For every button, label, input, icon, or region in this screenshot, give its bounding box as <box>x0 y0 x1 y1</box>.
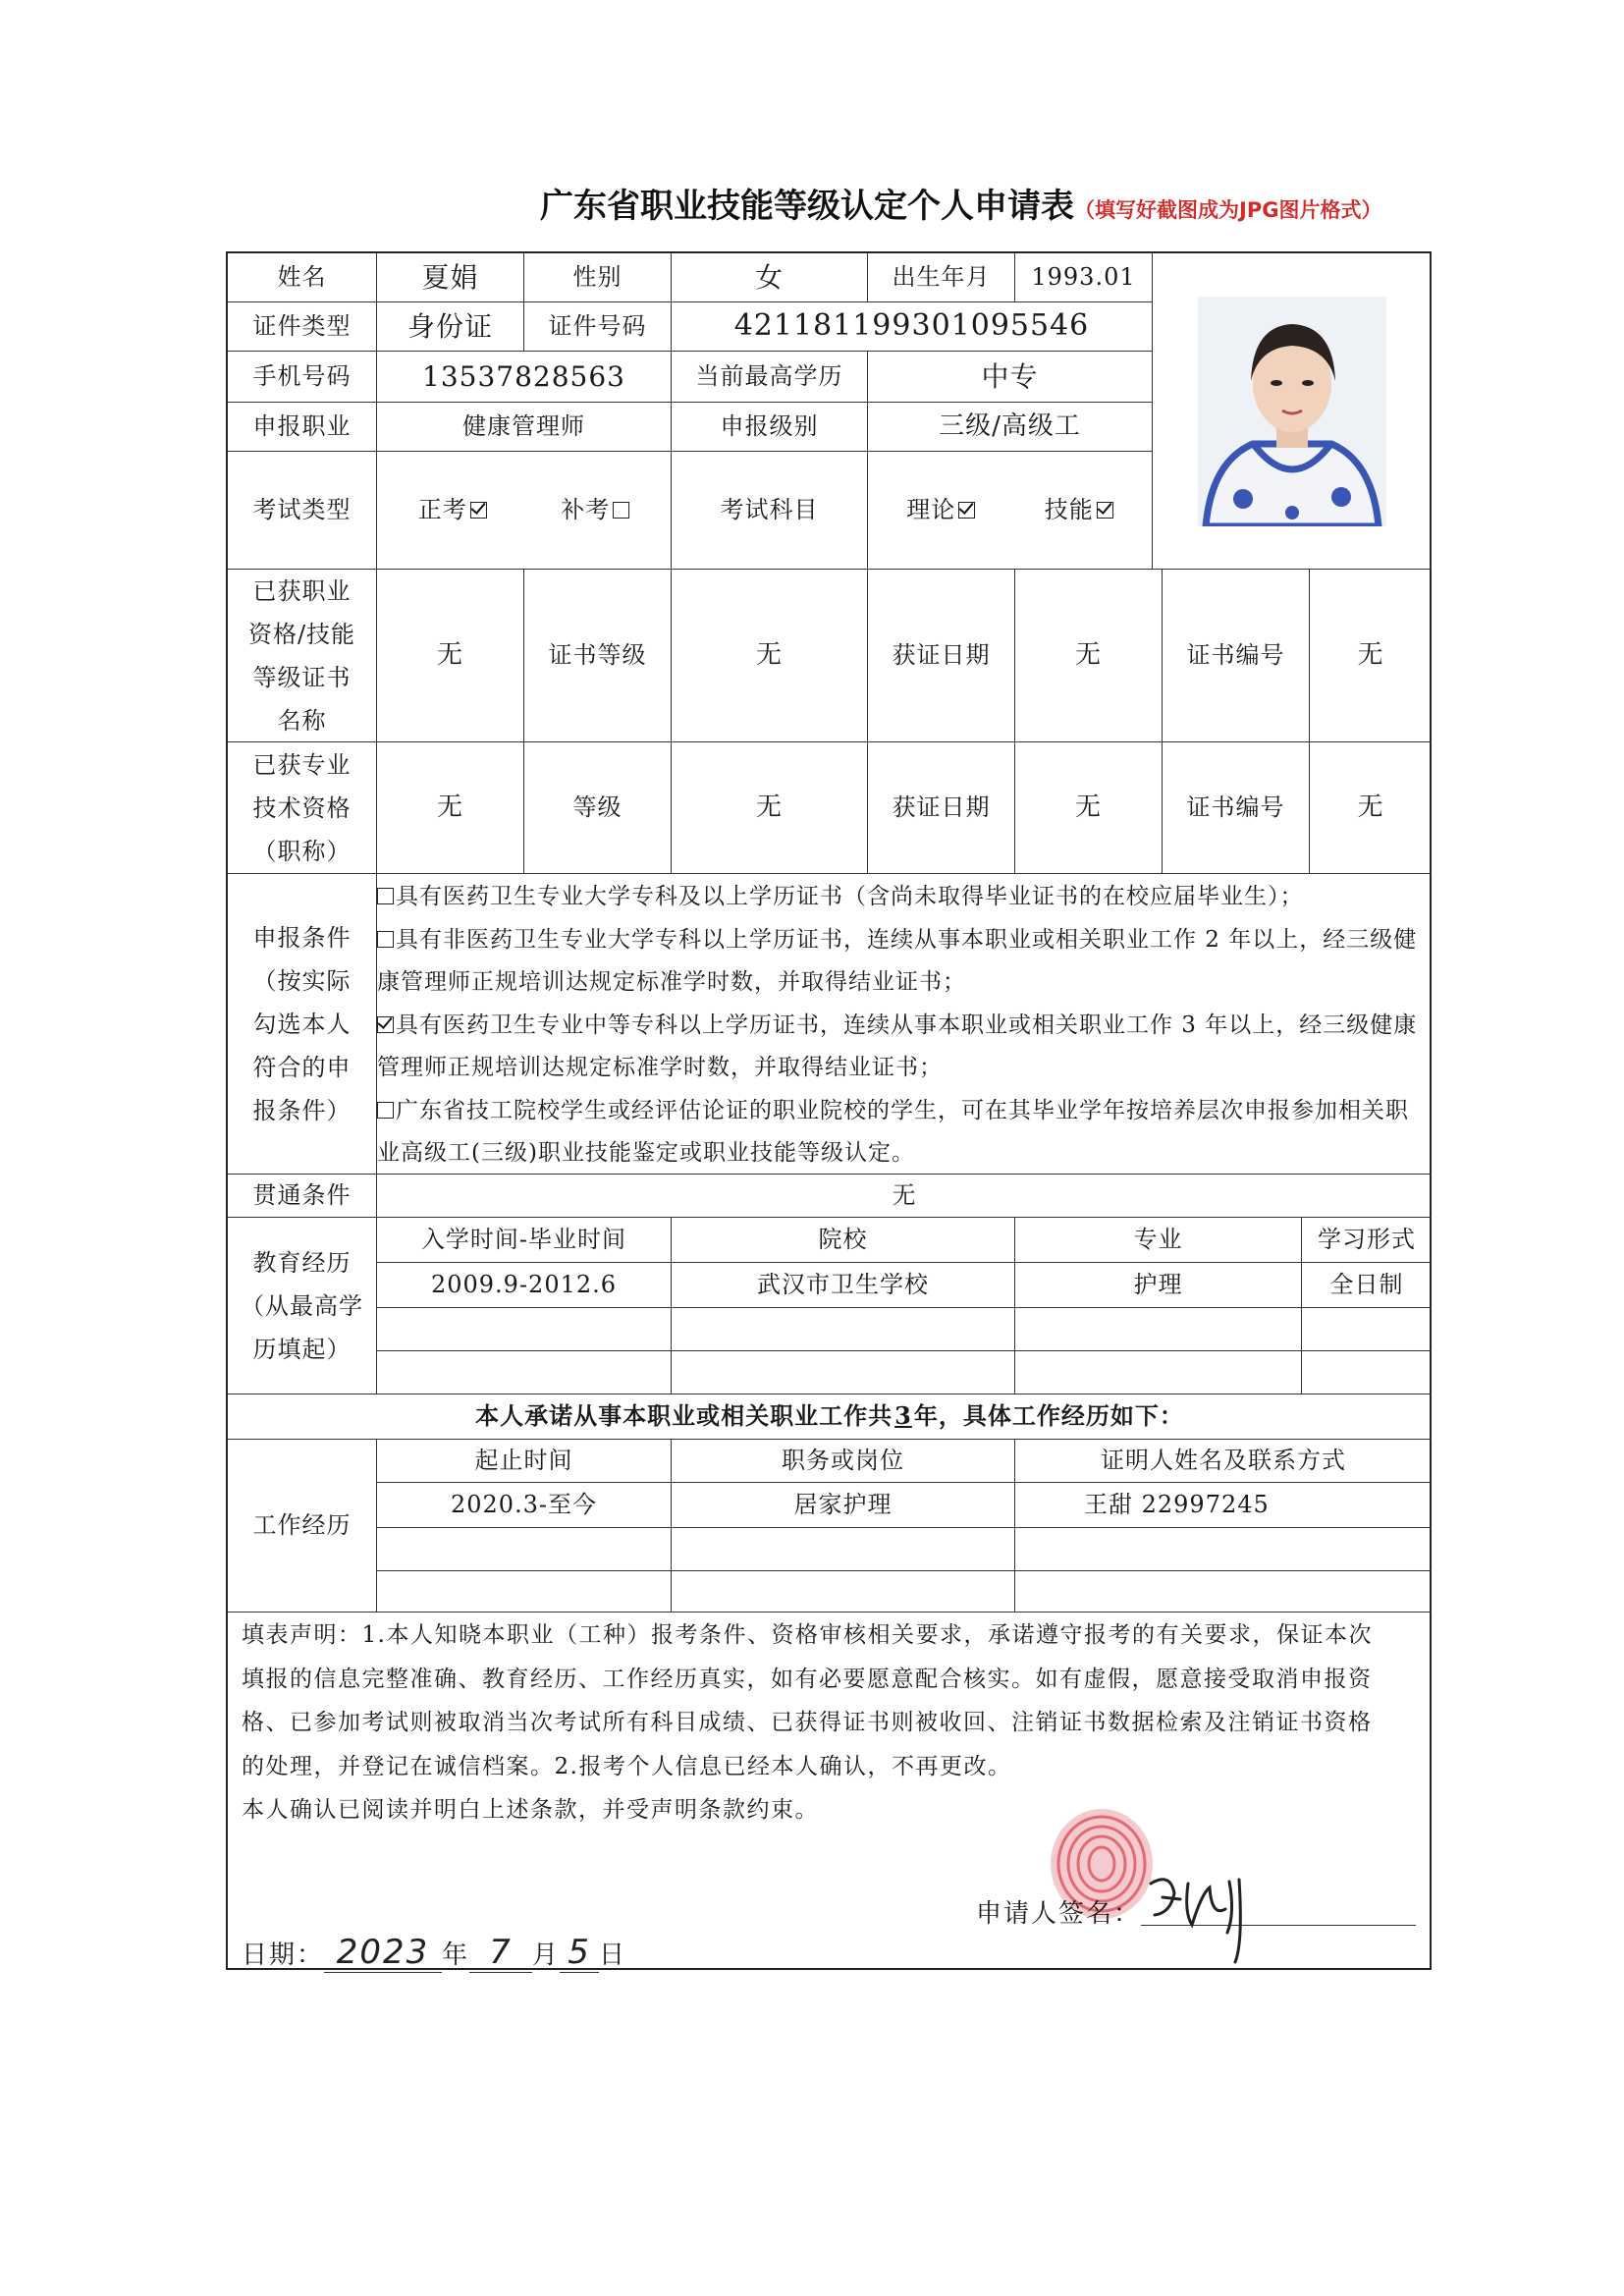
conditions-label-note: （按实际勾选本人符合的申报条件） <box>252 966 352 1124</box>
through-label: 贯通条件 <box>228 1175 377 1218</box>
date-month[interactable]: 7 <box>469 1933 532 1973</box>
idno-label: 证件号码 <box>524 302 672 352</box>
phone-value[interactable]: 13537828563 <box>377 352 672 403</box>
idtype-value[interactable]: 身份证 <box>377 302 524 352</box>
exam-makeup-label: 补考 <box>561 496 611 524</box>
title-cert-date-label: 获证日期 <box>868 742 1015 874</box>
signature-label: 申请人签名： <box>976 1899 1142 1929</box>
name-label: 姓名 <box>228 253 377 302</box>
work-header-period: 起止时间 <box>377 1440 672 1483</box>
subject-skill-option[interactable] <box>1045 494 1113 525</box>
exam-makeup-option[interactable] <box>561 494 629 525</box>
date-day[interactable]: 5 <box>560 1933 599 1973</box>
edu-row-1-school[interactable]: 武汉市卫生学校 <box>672 1263 1015 1308</box>
cert-date-label: 获证日期 <box>868 570 1015 742</box>
education-label-main: 教育经历 <box>252 1248 352 1277</box>
title-cert-date[interactable]: 无 <box>1015 742 1163 874</box>
subject-label: 考试科目 <box>672 452 868 570</box>
exam-formal-label: 正考 <box>417 496 467 524</box>
condition-checkbox[interactable] <box>377 931 394 948</box>
title-cert-label: 已获专业技术资格（职称） <box>228 742 377 874</box>
idtype-label: 证件类型 <box>228 302 377 352</box>
work-label: 工作经历 <box>228 1440 377 1613</box>
subject-skill-checkbox[interactable] <box>1097 502 1113 519</box>
edu-row-3-school[interactable] <box>672 1351 1015 1394</box>
condition-checkbox[interactable] <box>377 1102 394 1119</box>
idno-value[interactable]: 421181199301095546 <box>672 302 1153 352</box>
work-row-1-position[interactable]: 居家护理 <box>672 1483 1015 1528</box>
title-cert-grade-label: 等级 <box>524 742 672 874</box>
cert-name[interactable]: 无 <box>377 570 524 742</box>
examtype-label: 考试类型 <box>228 452 377 570</box>
level-value[interactable]: 三级/高级工 <box>868 403 1153 452</box>
declaration-line: 填报的信息完整准确、教育经历、工作经历真实，如有必要愿意配合核实。如有虚假，愿意接受取消申报资 <box>242 1666 1373 1692</box>
photo-cell <box>1153 253 1432 570</box>
declaration-line: 格、已参加考试则被取消当次考试所有科目成绩、已获得证书则被收回、注销证书数据检索及注销证书资格 <box>242 1710 1373 1735</box>
work-row-3-position[interactable] <box>672 1571 1015 1613</box>
through-value[interactable]: 无 <box>377 1175 1432 1218</box>
work-row-3-witness[interactable] <box>1015 1571 1432 1613</box>
date-row <box>242 1933 626 1973</box>
conditions-list <box>377 876 1428 1175</box>
subject-theory-option[interactable] <box>906 494 975 525</box>
condition-text: 具有非医药卫生专业大学专科以上学历证书，连续从事本职业或相关职业工作 2 年以上，经三级健康管理师正规培训达规定标准学时数，并取得结业证书； <box>377 926 1418 995</box>
edu-row-3-period[interactable] <box>377 1351 672 1394</box>
declaration-line: 填表声明：1.本人知晓本职业（工种）报考条件、资格审核相关要求，承诺遵守报考的有关要求，保证本次 <box>242 1622 1373 1648</box>
title-cert-no[interactable]: 无 <box>1310 742 1432 874</box>
work-row-3-period[interactable] <box>377 1571 672 1613</box>
declaration-line: 的处理，并登记在诚信档案。2.报考个人信息已经本人确认，不再更改。 <box>242 1753 1012 1779</box>
edu-row-2-period[interactable] <box>377 1308 672 1351</box>
education-label <box>228 1218 377 1394</box>
form-title-note: （填写好截图成为JPG图片格式） <box>1074 198 1382 222</box>
job-label: 申报职业 <box>228 403 377 452</box>
exam-formal-option[interactable] <box>418 494 487 525</box>
applicant-photo <box>1198 297 1386 526</box>
education-label-note: （从最高学历填起） <box>241 1291 363 1363</box>
work-header-position: 职务或岗位 <box>672 1440 1015 1483</box>
date-year-unit: 年 <box>442 1941 470 1970</box>
edu-row-2-mode[interactable] <box>1302 1308 1432 1351</box>
edu-header-period: 入学时间-毕业时间 <box>377 1218 672 1263</box>
subject-options <box>868 452 1153 570</box>
edu-header-school: 院校 <box>672 1218 1015 1263</box>
gender-value[interactable]: 女 <box>672 253 868 302</box>
date-day-unit: 日 <box>599 1941 627 1970</box>
cert-date[interactable]: 无 <box>1015 570 1163 742</box>
date-month-unit: 月 <box>532 1941 561 1970</box>
edu-row-2-school[interactable] <box>672 1308 1015 1351</box>
level-label: 申报级别 <box>672 403 868 452</box>
cert-label: 已获职业资格/技能等级证书名称 <box>228 570 377 742</box>
work-promise <box>228 1394 1432 1440</box>
subject-theory-checkbox[interactable] <box>958 502 975 519</box>
name-value[interactable]: 夏娟 <box>377 253 524 302</box>
birth-value[interactable]: 1993.01 <box>1015 253 1153 302</box>
work-promise-years[interactable]: 3 <box>894 1401 912 1431</box>
cert-grade-label: 证书等级 <box>524 570 672 742</box>
work-row-1-witness[interactable]: 王甜 22997245 <box>1015 1483 1432 1528</box>
condition-item[interactable] <box>377 1005 1428 1090</box>
work-row-1-period[interactable]: 2020.3-至今 <box>377 1483 672 1528</box>
edu-value[interactable]: 中专 <box>868 352 1153 403</box>
condition-checkbox[interactable] <box>377 1016 394 1033</box>
gender-label: 性别 <box>524 253 672 302</box>
edu-header-major: 专业 <box>1015 1218 1302 1263</box>
edu-row-1-major[interactable]: 护理 <box>1015 1263 1302 1308</box>
edu-header-mode: 学习形式 <box>1302 1218 1432 1263</box>
title-cert-grade[interactable]: 无 <box>672 742 868 874</box>
condition-checkbox[interactable] <box>377 888 394 904</box>
condition-text: 广东省技工院校学生或经评估论证的职业院校的学生，可在其毕业学年按培养层次申报参加相关职业高级工(三级)职业技能鉴定或职业技能等级认定。 <box>377 1097 1409 1166</box>
work-row-2-position[interactable] <box>672 1528 1015 1571</box>
examtype-options <box>377 452 672 570</box>
edu-row-3-mode[interactable] <box>1302 1351 1432 1394</box>
job-value[interactable]: 健康管理师 <box>377 403 672 452</box>
title-cert-no-label: 证书编号 <box>1163 742 1310 874</box>
condition-item[interactable] <box>377 876 1428 919</box>
work-promise-post: 年，具体工作经历如下： <box>913 1401 1184 1431</box>
signature-handwriting <box>1141 1854 1269 1972</box>
work-row-2-witness[interactable] <box>1015 1528 1432 1571</box>
title-cert-name[interactable]: 无 <box>377 742 524 874</box>
cert-no-label: 证书编号 <box>1163 570 1310 742</box>
declaration-line: 本人确认已阅读并明白上述条款，并受声明条款约束。 <box>242 1797 819 1823</box>
phone-label: 手机号码 <box>228 352 377 403</box>
conditions-label <box>228 874 377 1175</box>
date-label: 日期： <box>242 1941 325 1970</box>
birth-label: 出生年月 <box>868 253 1015 302</box>
edu-row-1-mode[interactable]: 全日制 <box>1302 1263 1432 1308</box>
subject-skill-label: 技能 <box>1044 496 1094 524</box>
form-title-main: 广东省职业技能等级认定个人申请表 <box>540 187 1074 226</box>
cert-grade[interactable]: 无 <box>672 570 868 742</box>
edu-row-2-major[interactable] <box>1015 1308 1302 1351</box>
condition-item[interactable] <box>377 1090 1428 1175</box>
date-year[interactable]: 2023 <box>324 1933 442 1973</box>
edu-row-1-period[interactable]: 2009.9-2012.6 <box>377 1263 672 1308</box>
application-form <box>226 251 1432 1970</box>
cert-no[interactable]: 无 <box>1310 570 1432 742</box>
form-title <box>540 179 1542 227</box>
exam-makeup-checkbox[interactable] <box>613 502 629 519</box>
work-row-2-period[interactable] <box>377 1528 672 1571</box>
edu-label: 当前最高学历 <box>672 352 868 403</box>
conditions-label-main: 申报条件 <box>252 923 352 952</box>
subject-theory-label: 理论 <box>906 496 956 524</box>
condition-text: 具有医药卫生专业大学专科及以上学历证书（含尚未取得毕业证书的在校应届毕业生）； <box>396 884 1304 909</box>
work-header-witness: 证明人姓名及联系方式 <box>1015 1440 1432 1483</box>
exam-formal-checkbox[interactable] <box>470 502 487 519</box>
condition-item[interactable] <box>377 919 1428 1005</box>
condition-text: 具有医药卫生专业中等专科以上学历证书，连续从事本职业或相关职业工作 3 年以上，经三级健康管理师正规培训达规定标准学时数，并取得结业证书； <box>377 1011 1418 1080</box>
edu-row-3-major[interactable] <box>1015 1351 1302 1394</box>
declaration <box>242 1613 1420 1832</box>
work-promise-pre: 本人承诺从事本职业或相关职业工作共 <box>475 1401 893 1431</box>
